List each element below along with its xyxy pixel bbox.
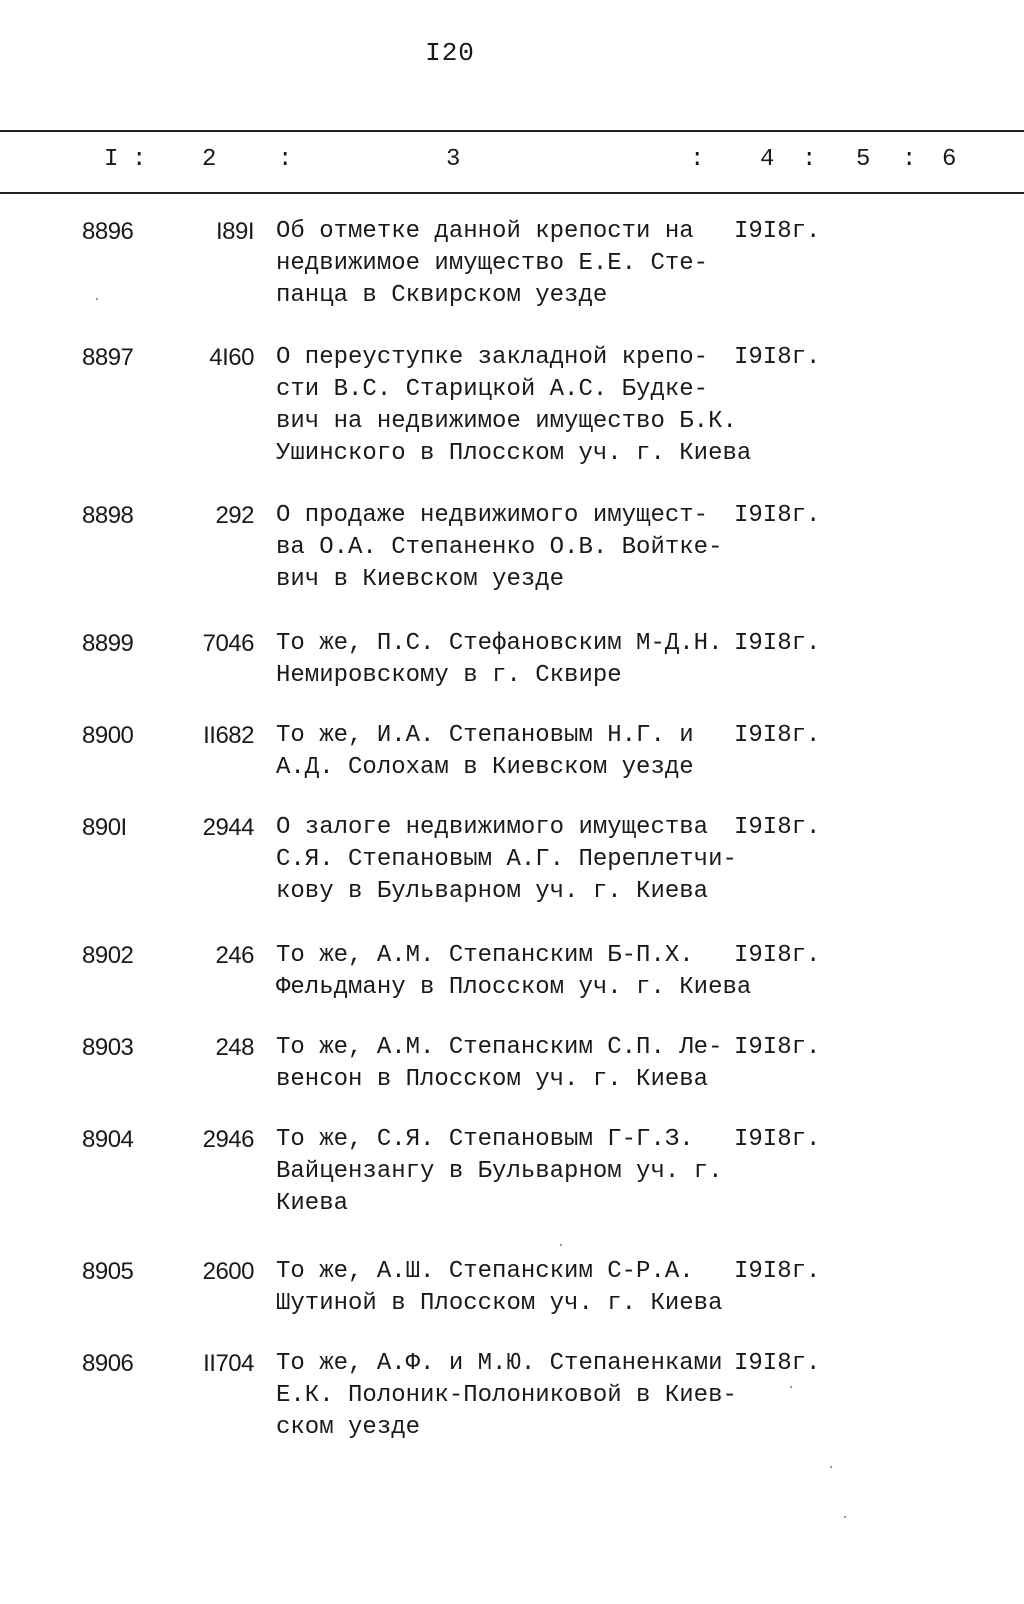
column-header	[0, 146, 1024, 180]
record-title-line: То же, П.С. Стефановским М-Д.Н.	[276, 630, 723, 657]
record-title-line: Ушинского в Плосском уч. г. Киева	[276, 440, 752, 467]
record-date: I9I8г.	[734, 942, 821, 969]
record-number: 8899	[82, 630, 134, 657]
header-sep-5: :	[902, 146, 917, 173]
header-col-6: 6	[942, 146, 957, 173]
record-date: I9I8г.	[734, 502, 821, 529]
record-title-line: вич в Киевском уезде	[276, 566, 565, 593]
record-title-line: Шутиной в Плосском уч. г. Киева	[276, 1290, 723, 1317]
record-title	[276, 500, 736, 596]
record-title-line: вич на недвижимое имущество Б.К.	[276, 408, 737, 435]
record-title-line: О продаже недвижимого имущест-	[276, 502, 709, 529]
record-title-line: Вайцензангу в Бульварном уч. г.	[276, 1158, 723, 1185]
record-title-line: То же, А.Ш. Степанским С-Р.А.	[276, 1258, 694, 1285]
header-sep-4: :	[802, 146, 817, 173]
record-title-line: ском уезде	[276, 1414, 421, 1441]
record-title-line: ва О.А. Степаненко О.В. Войтке-	[276, 534, 723, 561]
record-title-line: То же, А.М. Степанским Б-П.Х.	[276, 942, 694, 969]
record-title-line: О переуступке закладной крепо-	[276, 344, 709, 371]
scan-speck	[790, 1386, 792, 1388]
record-title	[276, 342, 752, 470]
header-col-5: 5	[856, 146, 871, 173]
header-col-1: I	[104, 146, 119, 173]
file-number: 4I60	[209, 344, 254, 371]
record-number: 8903	[82, 1034, 134, 1061]
header-bottom-rule	[0, 192, 1024, 194]
header-col-2: 2	[202, 146, 217, 173]
record-title-line: С.Я. Степановым А.Г. Переплетчи-	[276, 846, 737, 873]
file-number: 2600	[202, 1258, 254, 1285]
record-number: 8900	[82, 722, 134, 749]
record-date: I9I8г.	[734, 722, 821, 749]
record-title	[276, 1348, 736, 1444]
header-top-rule	[0, 130, 1024, 132]
header-sep-1: :	[132, 146, 147, 173]
file-number: 292	[215, 502, 254, 529]
file-number: 7046	[202, 630, 254, 657]
record-title-line: То же, А.Ф. и М.Ю. Степаненками	[276, 1350, 723, 1377]
header-sep-3: :	[690, 146, 705, 173]
record-title-line: Фельдману в Плосском уч. г. Киева	[276, 974, 752, 1001]
scan-speck	[560, 1244, 562, 1246]
record-date: I9I8г.	[734, 1350, 821, 1377]
record-title-line: недвижимое имущество Е.Е. Сте-	[276, 250, 709, 277]
record-number: 8902	[82, 942, 134, 969]
file-number: 248	[215, 1034, 254, 1061]
record-date: I9I8г.	[734, 1258, 821, 1285]
record-title	[276, 628, 736, 692]
record-title	[276, 1256, 736, 1320]
record-number: 8906	[82, 1350, 134, 1377]
file-number: II682	[203, 722, 254, 749]
record-number: 8904	[82, 1126, 134, 1153]
record-title	[276, 1032, 736, 1096]
record-title-line: О залоге недвижимого имущества	[276, 814, 709, 841]
file-number: 2946	[202, 1126, 254, 1153]
record-title-line: Об отметке данной крепости на	[276, 218, 694, 245]
record-number: 890I	[82, 814, 127, 841]
record-title-line: Е.К. Полоник-Полониковой в Киев-	[276, 1382, 737, 1409]
record-title-line: венсон в Плосском уч. г. Киева	[276, 1066, 709, 1093]
record-title-line: кову в Бульварном уч. г. Киева	[276, 878, 709, 905]
record-title	[276, 216, 736, 312]
record-number: 8896	[82, 218, 134, 245]
record-title-line: Киева	[276, 1190, 349, 1217]
record-number: 8897	[82, 344, 134, 371]
header-col-3: 3	[446, 146, 461, 173]
record-title-line: То же, С.Я. Степановым Г-Г.З.	[276, 1126, 694, 1153]
file-number: II704	[203, 1350, 254, 1377]
header-col-4: 4	[760, 146, 775, 173]
page-number: I20	[425, 38, 475, 68]
record-date: I9I8г.	[734, 630, 821, 657]
record-date: I9I8г.	[734, 1034, 821, 1061]
scan-speck	[844, 1516, 846, 1518]
record-title-line: Немировскому в г. Сквире	[276, 662, 622, 689]
record-title-line: То же, И.А. Степановым Н.Г. и	[276, 722, 694, 749]
file-number: 2944	[202, 814, 254, 841]
record-date: I9I8г.	[734, 218, 821, 245]
record-title	[276, 812, 736, 908]
record-title-line: А.Д. Солохам в Киевском уезде	[276, 754, 694, 781]
record-number: 8898	[82, 502, 134, 529]
record-title	[276, 940, 752, 1004]
record-title-line: То же, А.М. Степанским С.П. Ле-	[276, 1034, 723, 1061]
record-title-line: панца в Сквирском уезде	[276, 282, 608, 309]
record-date: I9I8г.	[734, 344, 821, 371]
record-date: I9I8г.	[734, 814, 821, 841]
record-title	[276, 1124, 736, 1220]
scan-speck	[96, 298, 98, 300]
record-title-line: сти В.С. Старицкой А.С. Будке-	[276, 376, 709, 403]
file-number: I89I	[215, 218, 254, 245]
record-number: 8905	[82, 1258, 134, 1285]
scan-speck	[830, 1466, 832, 1468]
file-number: 246	[215, 942, 254, 969]
header-sep-2: :	[278, 146, 293, 173]
record-title	[276, 720, 736, 784]
record-date: I9I8г.	[734, 1126, 821, 1153]
